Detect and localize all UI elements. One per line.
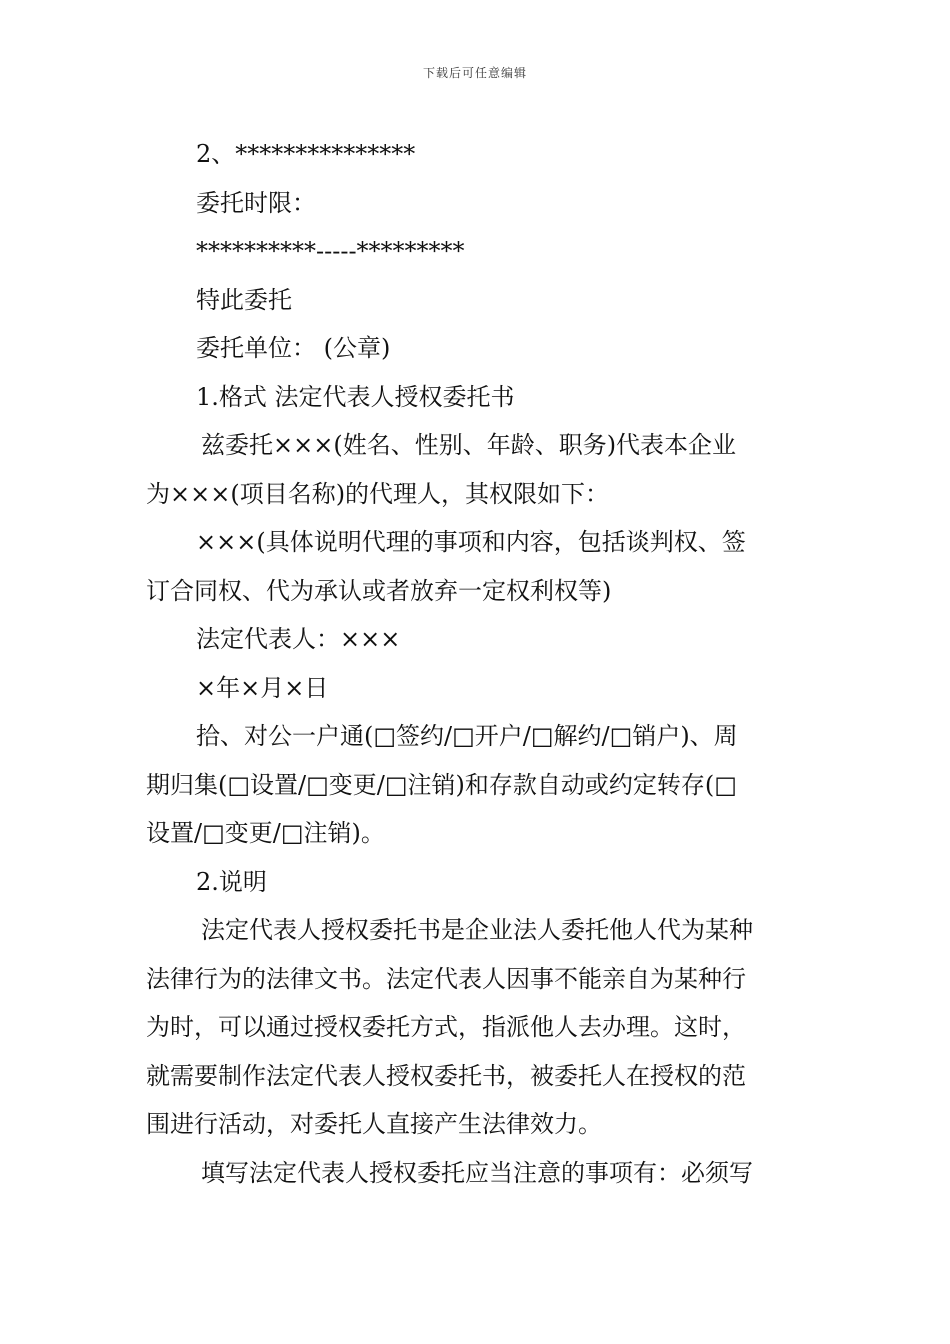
text-line: 法定代表人：××× [196, 625, 401, 653]
text-line: 拾、对公一户通(□签约/□开户/□解约/□销户)、周 [196, 722, 738, 750]
text-line: 为×××(项目名称)的代理人，其权限如下： [146, 479, 610, 508]
text-line: 1.格式 法定代表人授权委托书 [196, 382, 515, 411]
text-line: 期归集(□设置/□变更/□注销)和存款自动或约定转存(□ [146, 770, 737, 799]
text-line: 围进行活动，对委托人直接产生法律效力。 [146, 1110, 602, 1138]
text-line: 为时，可以通过授权委托方式，指派他人去办理。这时， [146, 1013, 746, 1041]
text-line: **********-----********* [196, 237, 465, 265]
text-line: 委托单位： (公章) [196, 334, 391, 362]
text-line: 兹委托×××(姓名、性别、年龄、职务)代表本企业 [201, 431, 737, 459]
text-line: 法定代表人授权委托书是企业法人委托他人代为某种 [201, 916, 753, 944]
text-line: ×××(具体说明代理的事项和内容，包括谈判权、签 [196, 528, 746, 556]
text-line: 委托时限： [196, 188, 316, 217]
text-line: 法律行为的法律文书。法定代表人因事不能亲自为某种行 [146, 964, 746, 993]
text-line: ×年×月×日 [196, 673, 329, 702]
text-line: 设置/□变更/□注销)。 [146, 819, 385, 847]
text-line: 就需要制作法定代表人授权委托书，被委托人在授权的范 [146, 1061, 746, 1090]
text-line: 填写法定代表人授权委托应当注意的事项有：必须写 [201, 1158, 753, 1187]
text-line: 特此委托 [196, 285, 292, 314]
text-line: 2.说明 [196, 867, 267, 896]
text-line: 订合同权、代为承认或者放弃一定权利权等) [146, 576, 612, 605]
page-header: 下载后可任意编辑 [422, 66, 527, 80]
text-line: 2、*************** [196, 140, 416, 168]
document-body [146, 130, 810, 1197]
